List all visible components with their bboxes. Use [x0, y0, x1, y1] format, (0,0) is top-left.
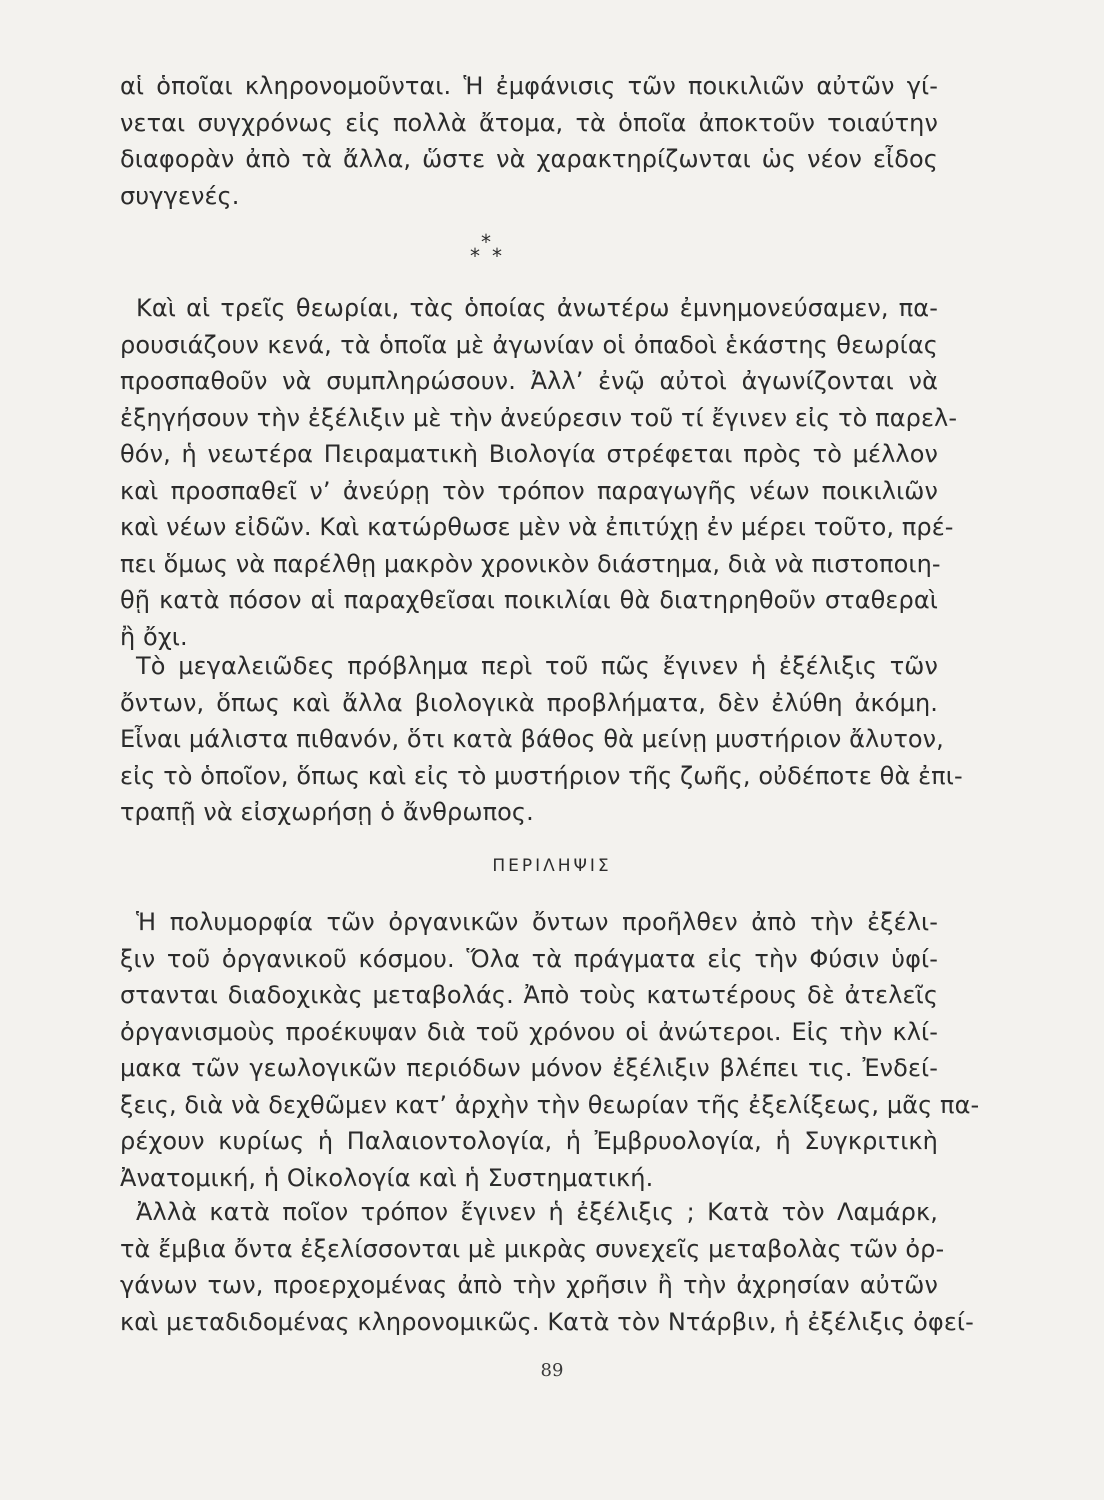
- text-line: Τὸ μεγαλειῶδες πρόβλημα περὶ τοῦ πῶς ἔγινεν ἡ ἐξέλιξις τῶν: [136, 652, 938, 680]
- text-line: μακα τῶν γεωλογικῶν περιόδων μόνον ἐξέλιξιν βλέπει τις. Ἐνδεί-: [120, 1054, 938, 1082]
- paragraph-5: [120, 1194, 974, 1340]
- text-line: πει ὅμως νὰ παρέλθῃ μακρὸν χρονικὸν διάστημα, διὰ νὰ πιστοποιη-: [120, 549, 941, 578]
- text-line: διαφορὰν ἀπὸ τὰ ἄλλα, ὥστε νὰ χαρακτηρίζωνται ὡς νέον εἶδος: [120, 145, 938, 173]
- asterism-star: *: [470, 244, 480, 268]
- text-line: Ἀνατομική, ἡ Οἰκολογία καὶ ἡ Συστηματική.: [120, 1163, 654, 1192]
- text-line: Ἀλλὰ κατὰ ποῖον τρόπον ἔγινεν ἡ ἐξέλιξις ; Κατὰ τὸν Λαμάρκ,: [136, 1198, 938, 1226]
- paragraph-2: [120, 290, 958, 655]
- text-line: τὰ ἔμβια ὄντα ἐξελίσσονται μὲ μικρὰς συνεχεῖς μεταβολὰς τῶν ὀρ-: [120, 1234, 945, 1263]
- asterism-star: *: [481, 230, 491, 254]
- text-line: Ἡ πολυμορφία τῶν ὀργανικῶν ὄντων προῆλθεν ἀπὸ τὴν ἐξέλι-: [136, 908, 938, 936]
- paragraph-4: [120, 904, 980, 1196]
- text-line: γάνων των, προερχομένας ἀπὸ τὴν χρῆσιν ἢ τὴν ἀχρησίαν αὐτῶν: [120, 1271, 938, 1299]
- text-line: καὶ μεταδιδομένας κληρονομικῶς. Κατὰ τὸν Ντάρβιν, ἡ ἐξέλιξις ὀφεί-: [120, 1307, 974, 1336]
- text-line: Καὶ αἱ τρεῖς θεωρίαι, τὰς ὁποίας ἀνωτέρω ἐμνημονεύσαμεν, πα-: [136, 294, 938, 322]
- paragraph-3: [120, 648, 963, 831]
- asterism-star: *: [492, 244, 502, 268]
- text-line: θῇ κατὰ πόσον αἱ παραχθεῖσαι ποικιλίαι θὰ διατηρηθοῦν σταθεραὶ: [120, 586, 938, 614]
- text-line: καὶ προσπαθεῖ ν’ ἀνεύρῃ τὸν τρόπον παραγωγῆς νέων ποικιλιῶν: [120, 476, 938, 505]
- text-line: ρουσιάζουν κενά, τὰ ὁποῖα μὲ ἀγωνίαν οἱ ὀπαδοὶ ἑκάστης θεωρίας: [120, 330, 938, 359]
- paragraph-1: [120, 68, 938, 214]
- asterism-separator: [470, 232, 530, 272]
- text-line: θόν, ἡ νεωτέρα Πειραματικὴ Βιολογία στρέφεται πρὸς τὸ μέλλον: [120, 440, 938, 468]
- text-line: ὀργανισμοὺς προέκυψαν διὰ τοῦ χρόνου οἱ ἀνώτεροι. Εἰς τὴν κλί-: [120, 1017, 938, 1046]
- summary-heading: ΠΕΡΙΛΗΨΙΣ: [492, 856, 612, 876]
- text-line: ξεις, διὰ νὰ δεχθῶμεν κατ’ ἀρχὴν τὴν θεωρίαν τῆς ἐξελίξεως, μᾶς πα-: [120, 1090, 980, 1119]
- text-line: στανται διαδοχικὰς μεταβολάς. Ἀπὸ τοὺς κατωτέρους δὲ ἀτελεῖς: [120, 981, 938, 1009]
- text-line: εἰς τὸ ὁποῖον, ὅπως καὶ εἰς τὸ μυστήριον τῆς ζωῆς, οὐδέποτε θὰ ἐπι-: [120, 761, 963, 790]
- text-line: ἐξηγήσουν τὴν ἐξέλιξιν μὲ τὴν ἀνεύρεσιν τοῦ τί ἔγινεν εἰς τὸ παρελ-: [120, 403, 958, 432]
- text-line: νεται συγχρόνως εἰς πολλὰ ἄτομα, τὰ ὁποῖα ἀποκτοῦν τοιαύτην: [120, 108, 938, 137]
- text-line: τραπῇ νὰ εἰσχωρήσῃ ὁ ἄνθρωπος.: [120, 798, 534, 826]
- text-line: προσπαθοῦν νὰ συμπληρώσουν. Ἀλλ’ ἐνῷ αὐτοὶ ἀγωνίζονται νὰ: [120, 367, 938, 395]
- text-line: καὶ νέων εἰδῶν. Καὶ κατώρθωσε μὲν νὰ ἐπιτύχῃ ἐν μέρει τοῦτο, πρέ-: [120, 513, 954, 541]
- text-line: ἢ ὄχι.: [120, 622, 188, 651]
- text-line: ρέχουν κυρίως ἡ Παλαιοντολογία, ἡ Ἐμβρυολογία, ἡ Συγκριτικὴ: [120, 1127, 938, 1155]
- text-line: Εἶναι μάλιστα πιθανόν, ὅτι κατὰ βάθος θὰ μείνῃ μυστήριον ἄλυτον,: [120, 725, 944, 753]
- text-line: συγγενές.: [120, 181, 240, 210]
- text-line: αἱ ὁποῖαι κληρονομοῦνται. Ἡ ἐμφάνισις τῶν ποικιλιῶν αὐτῶν γί-: [120, 72, 938, 100]
- text-line: ξιν τοῦ ὀργανικοῦ κόσμου. Ὅλα τὰ πράγματα εἰς τὴν Φύσιν ὑφί-: [120, 944, 938, 973]
- text-line: ὄντων, ὅπως καὶ ἄλλα βιολογικὰ προβλήματα, δὲν ἐλύθη ἀκόμη.: [120, 688, 938, 717]
- page-number: 89: [540, 1360, 564, 1381]
